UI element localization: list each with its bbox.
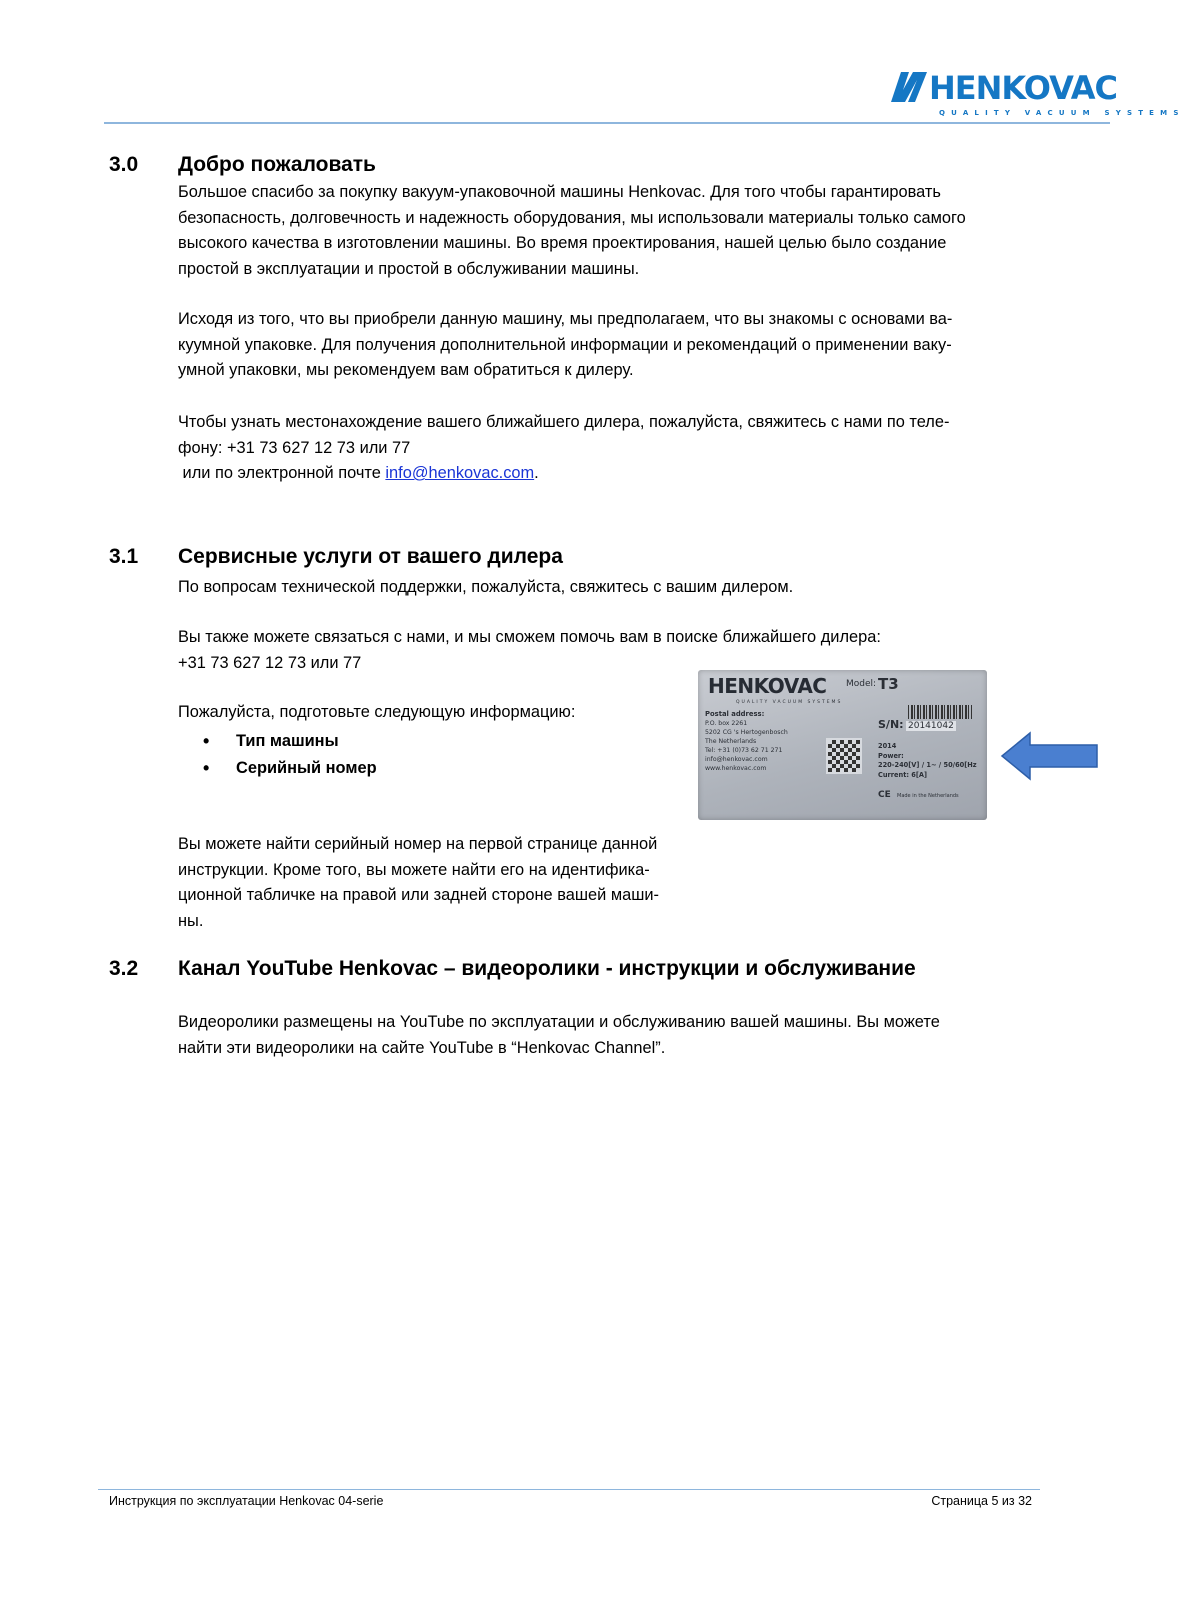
list-item: • Серийный номер	[203, 755, 377, 782]
pointer-arrow-icon	[1000, 730, 1100, 782]
nameplate-logo: HENKOVAC	[708, 674, 827, 698]
text-line: Видеоролики размещены на YouTube по эксплуатации и обслуживанию вашей машины. Вы можете	[178, 1013, 940, 1031]
section-3-2-paragraph-1	[178, 1010, 940, 1061]
address-line: www.henkovac.com	[705, 765, 767, 772]
footer-page-number: Страница 5 из 32	[931, 1494, 1032, 1508]
header-divider	[104, 122, 1110, 124]
nameplate-address	[705, 710, 788, 773]
section-3-0-paragraph-2	[178, 307, 952, 384]
required-info-list	[203, 728, 377, 782]
text-line: простой в эксплуатации и простой в обслуживании машины.	[178, 259, 640, 278]
section-3-1-paragraph-4	[178, 832, 659, 934]
footer-document-title: Инструкция по эксплуатации Henkovac 04-serie	[109, 1494, 384, 1508]
text-line: куумной упаковке. Для получения дополнительной информации и рекомендаций о применении ваку-	[178, 335, 952, 354]
text-line: высокого качества в изготовлении машины. Во время проектирования, нашей целью было создание	[178, 234, 947, 252]
text-line: умной упаковки, мы рекомендуем вам обратиться к дилеру.	[178, 361, 634, 379]
email-line	[178, 461, 949, 487]
section-number: 3.2	[109, 957, 139, 980]
footer-divider	[98, 1489, 1040, 1490]
text-line: ны.	[178, 911, 204, 930]
text-line: Вы можете найти серийный номер на первой странице данной	[178, 835, 658, 853]
section-3-1-paragraph-3	[178, 700, 575, 726]
email-prefix: или по электронной почте	[178, 464, 386, 482]
address-line: Tel: +31 (0)73 62 71 271	[705, 747, 783, 754]
model-value: T3	[878, 675, 899, 693]
nameplate-specs	[878, 742, 977, 780]
henkovac-logo	[889, 66, 1185, 122]
text-line: инструкции. Кроме того, вы можете найти его на идентифика-	[178, 860, 650, 879]
section-heading-3-1	[109, 544, 563, 570]
section-number: 3.1	[109, 545, 139, 568]
section-title: Канал YouTube Henkovac – видеоролики - инструкции и обслуживание	[178, 957, 916, 980]
address-line: P.O. box 2261	[705, 720, 748, 727]
power-label: Power:	[878, 751, 904, 760]
text-line: Вы также можете связаться с нами, и мы сможем помочь вам в поиске ближайшего дилера:	[178, 628, 881, 646]
text-line: +31 73 627 12 73 или 77	[178, 653, 362, 672]
text-line: фону: +31 73 627 12 73 или 77	[178, 438, 411, 457]
nameplate-tagline: QUALITY VACUUM SYSTEMS	[736, 700, 843, 705]
section-title: Добро пожаловать	[178, 153, 376, 176]
text-line: Исходя из того, что вы приобрели данную машину, мы предполагаем, что вы знакомы с основами ва-	[178, 310, 953, 328]
made-in: Made in the Netherlands	[897, 793, 959, 799]
text-line: безопасность, долговечность и надежность оборудования, мы использовали материалы только самого	[178, 208, 966, 227]
logo-tagline: QUALITY VACUUM SYSTEMS	[939, 109, 1185, 117]
section-heading-3-2	[109, 956, 916, 982]
barcode-icon	[908, 705, 972, 719]
text-line: По вопросам технической поддержки, пожалуйста, свяжитесь с вашим дилером.	[178, 578, 794, 596]
list-item: • Тип машины	[203, 728, 377, 755]
model-label: Model:	[846, 679, 877, 689]
email-link[interactable]: info@henkovac.com	[385, 464, 535, 482]
address-line: 5202 CG 's Hertogenbosch	[705, 729, 788, 736]
section-number: 3.0	[109, 153, 139, 176]
text-line: Пожалуйста, подготовьте следующую информацию:	[178, 703, 576, 721]
address-title: Postal address:	[705, 710, 765, 718]
section-3-0-paragraph-1	[178, 180, 966, 282]
address-line: The Netherlands	[705, 738, 757, 745]
nameplate-photo	[698, 670, 987, 820]
section-3-0-paragraph-3	[178, 410, 949, 487]
logo-wordmark: HENKOVAC	[929, 69, 1117, 107]
text-line: Большое спасибо за покупку вакуум-упаковочной машины Henkovac. Для того чтобы гарантировать	[178, 183, 941, 201]
serial-label: S/N:	[878, 718, 904, 731]
serial-value: 20141042	[908, 721, 954, 731]
address-line: info@henkovac.com	[705, 756, 768, 763]
current-value: Current: 6[A]	[878, 770, 928, 779]
power-value: 220-240[V] / 1~ / 50/60[Hz	[878, 761, 977, 769]
qr-code-icon	[826, 738, 862, 774]
email-suffix: .	[534, 464, 539, 482]
section-title: Сервисные услуги от вашего дилера	[178, 545, 563, 568]
section-3-1-paragraph-2	[178, 625, 881, 676]
text-line: ционной табличке на правой или задней стороне вашей маши-	[178, 886, 659, 904]
year: 2014	[878, 742, 897, 750]
ce-mark: CE	[878, 790, 891, 800]
section-heading-3-0	[109, 152, 376, 178]
section-3-1-paragraph-1	[178, 575, 793, 601]
henkovac-logo-mark-icon	[889, 68, 929, 106]
text-line: Чтобы узнать местонахождение вашего ближайшего дилера, пожалуйста, свяжитесь с нами по теле-	[178, 413, 950, 431]
text-line: найти эти видеоролики на сайте YouTube в “Henkovac Channel”.	[178, 1038, 666, 1057]
